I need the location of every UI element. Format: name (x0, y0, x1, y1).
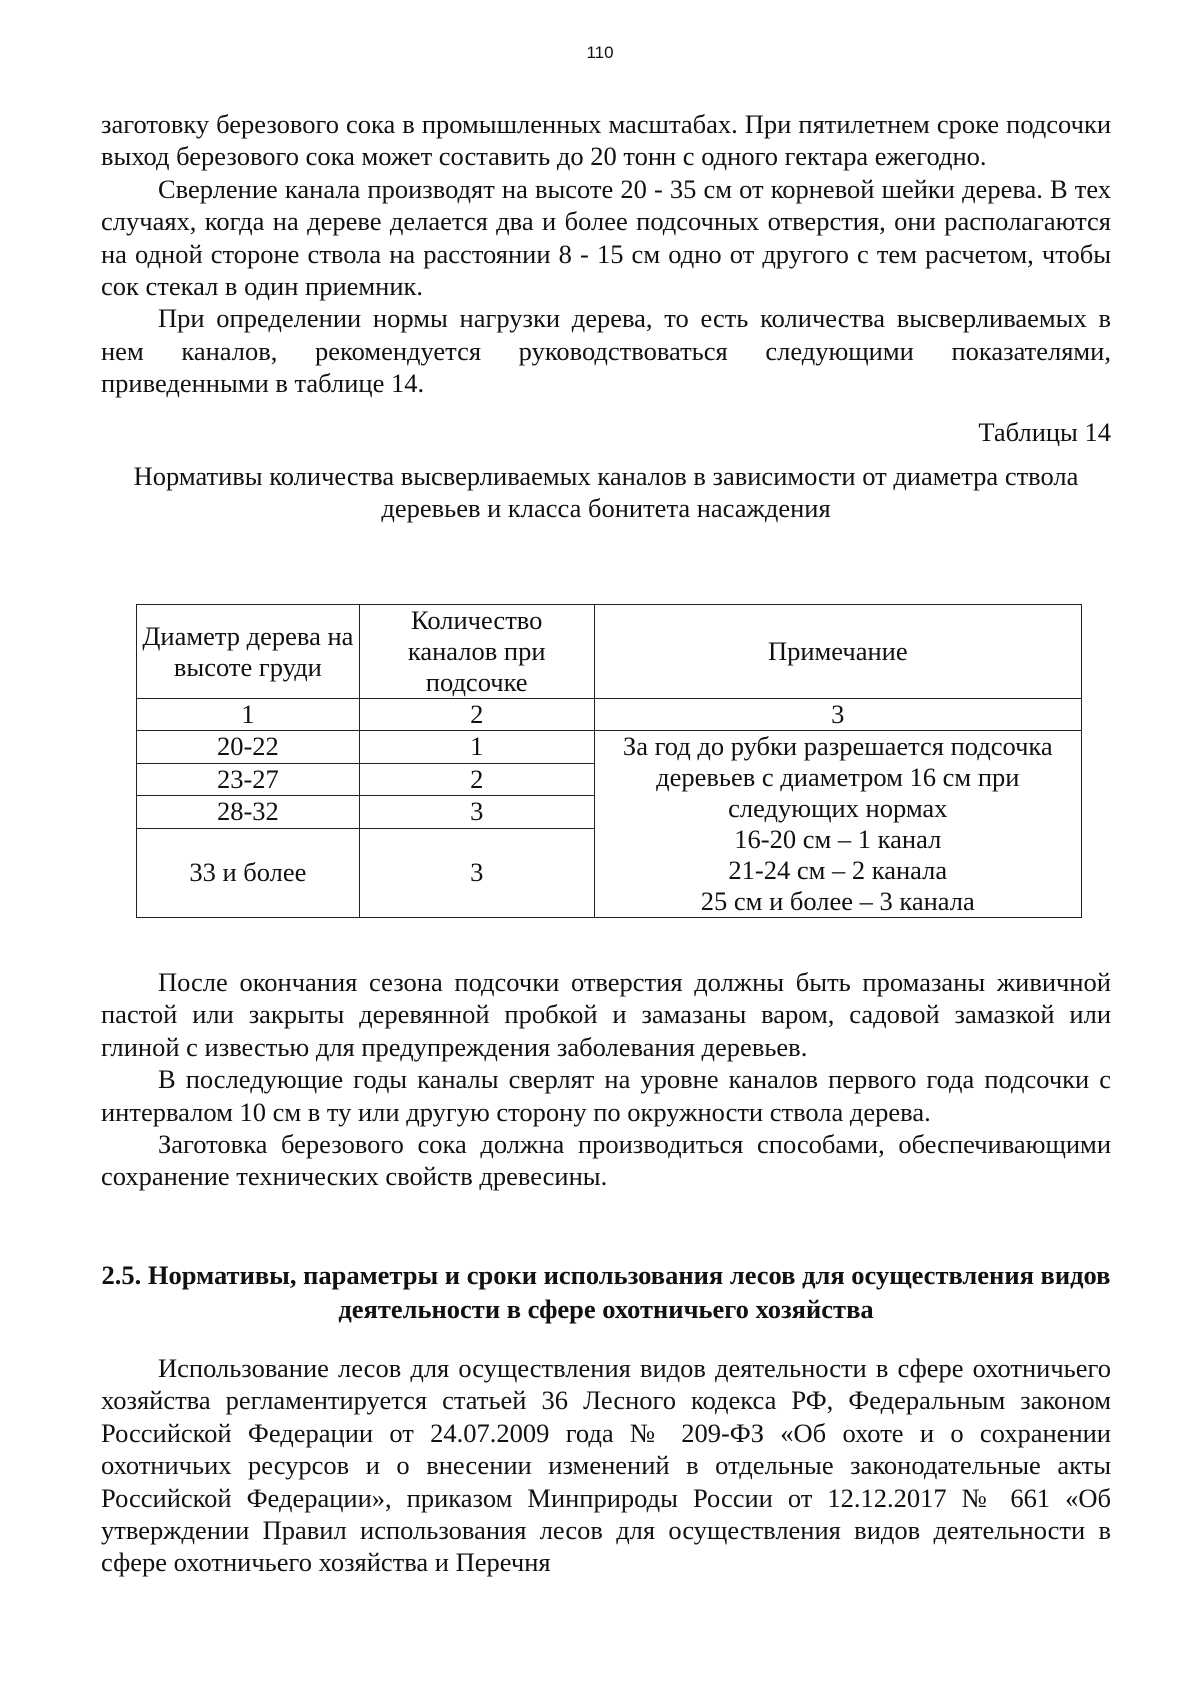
diameter-cell: 23-27 (137, 763, 360, 796)
section-heading: 2.5. Нормативы, параметры и сроки использования лесов для осуществления видов деятельности в сфере охотничьего хозяйства (101, 1260, 1111, 1324)
table-title: Нормативы количества высверливаемых каналов в зависимости от диаметра ствола деревьев и класса бонитета насаждения (133, 460, 1079, 523)
note-line: 16-20 см – 1 канал (734, 824, 942, 854)
diameter-cell: 33 и более (137, 828, 360, 917)
channels-cell: 3 (359, 828, 594, 917)
paragraph: Сверление канала производят на высоте 20 - 35 см от корневой шейки дерева. В тех случаях, когда на дереве делается два и более подсочных отверстия, они располагаются на одной стороне ствола на расстоянии 8 - 15 см одно от другого с тем расчетом, чтобы сок стекал в один приемник. (101, 173, 1111, 302)
paragraph: заготовку березового сока в промышленных масштабах. При пятилетнем сроке подсочки выход березового сока может составить до 20 тонн с одного гектара ежегодно. (101, 109, 1111, 172)
table-numbering-row (137, 699, 1082, 731)
table-label: Таблицы 14 (978, 416, 1111, 447)
diameter-cell: 20-22 (137, 731, 360, 764)
paragraph: В последующие годы каналы сверлят на уровне каналов первого года подсочки с интервалом 10 см в ту или другую сторону по окружности ствола дерева. (101, 1064, 1111, 1127)
paragraph: После окончания сезона подсочки отверстия должны быть промазаны живичной пастой или закрыты деревянной пробкой и замазаны варом, садовой замазкой или глиной с известью для предупреждения заболевания деревьев. (101, 967, 1111, 1062)
page-number: 110 (586, 43, 614, 62)
numbering-cell: 3 (594, 699, 1081, 731)
numbering-cell: 1 (137, 699, 360, 731)
numbering-cell: 2 (359, 699, 594, 731)
table-header-row (137, 605, 1082, 699)
table-row (137, 731, 1082, 764)
channels-cell: 3 (359, 796, 594, 829)
paragraph: Использование лесов для осуществления видов деятельности в сфере охотничьего хозяйства регламентируется статьей 36 Лесного кодекса РФ, Федеральным законом Российской Федерации от 24.07.2009 года № 209-ФЗ «Об охоте и о сохранении охотничьих ресурсов и о внесении изменений в отдельные законодательные акты Российской Федерации», приказом Минприроды России от 12.12.2017 № 661 «Об утверждении Правил использования лесов для осуществления видов деятельности в сфере охотничьего хозяйства и Перечня (101, 1353, 1111, 1578)
note-line: 21-24 см – 2 канала (728, 855, 948, 885)
paragraph: При определении нормы нагрузки дерева, то есть количества высверливаемых в нем каналов, рекомендуется руководствоваться следующими показателями, приведенными в таблице 14. (101, 303, 1111, 399)
intro-text (101, 108, 1111, 524)
diameter-cell: 28-32 (137, 796, 360, 829)
note-cell (594, 731, 1081, 918)
norms-table (136, 604, 1082, 918)
section-text (101, 1352, 1111, 1579)
header-cell: Диаметр дерева на высоте груди (137, 605, 360, 699)
channels-cell: 2 (359, 763, 594, 796)
after-table-text (101, 966, 1111, 1193)
paragraph: Заготовка березового сока должна производиться способами, обеспечивающими сохранение технических свойств древесины. (101, 1129, 1111, 1192)
note-line: 25 см и более – 3 канала (700, 886, 975, 916)
note-line: За год до рубки разрешается подсочка деревьев с диаметром 16 см при следующих нормах (622, 731, 1053, 823)
channels-cell: 1 (359, 731, 594, 764)
header-cell: Примечание (594, 605, 1081, 699)
header-cell: Количество каналов при подсочке (359, 605, 594, 699)
